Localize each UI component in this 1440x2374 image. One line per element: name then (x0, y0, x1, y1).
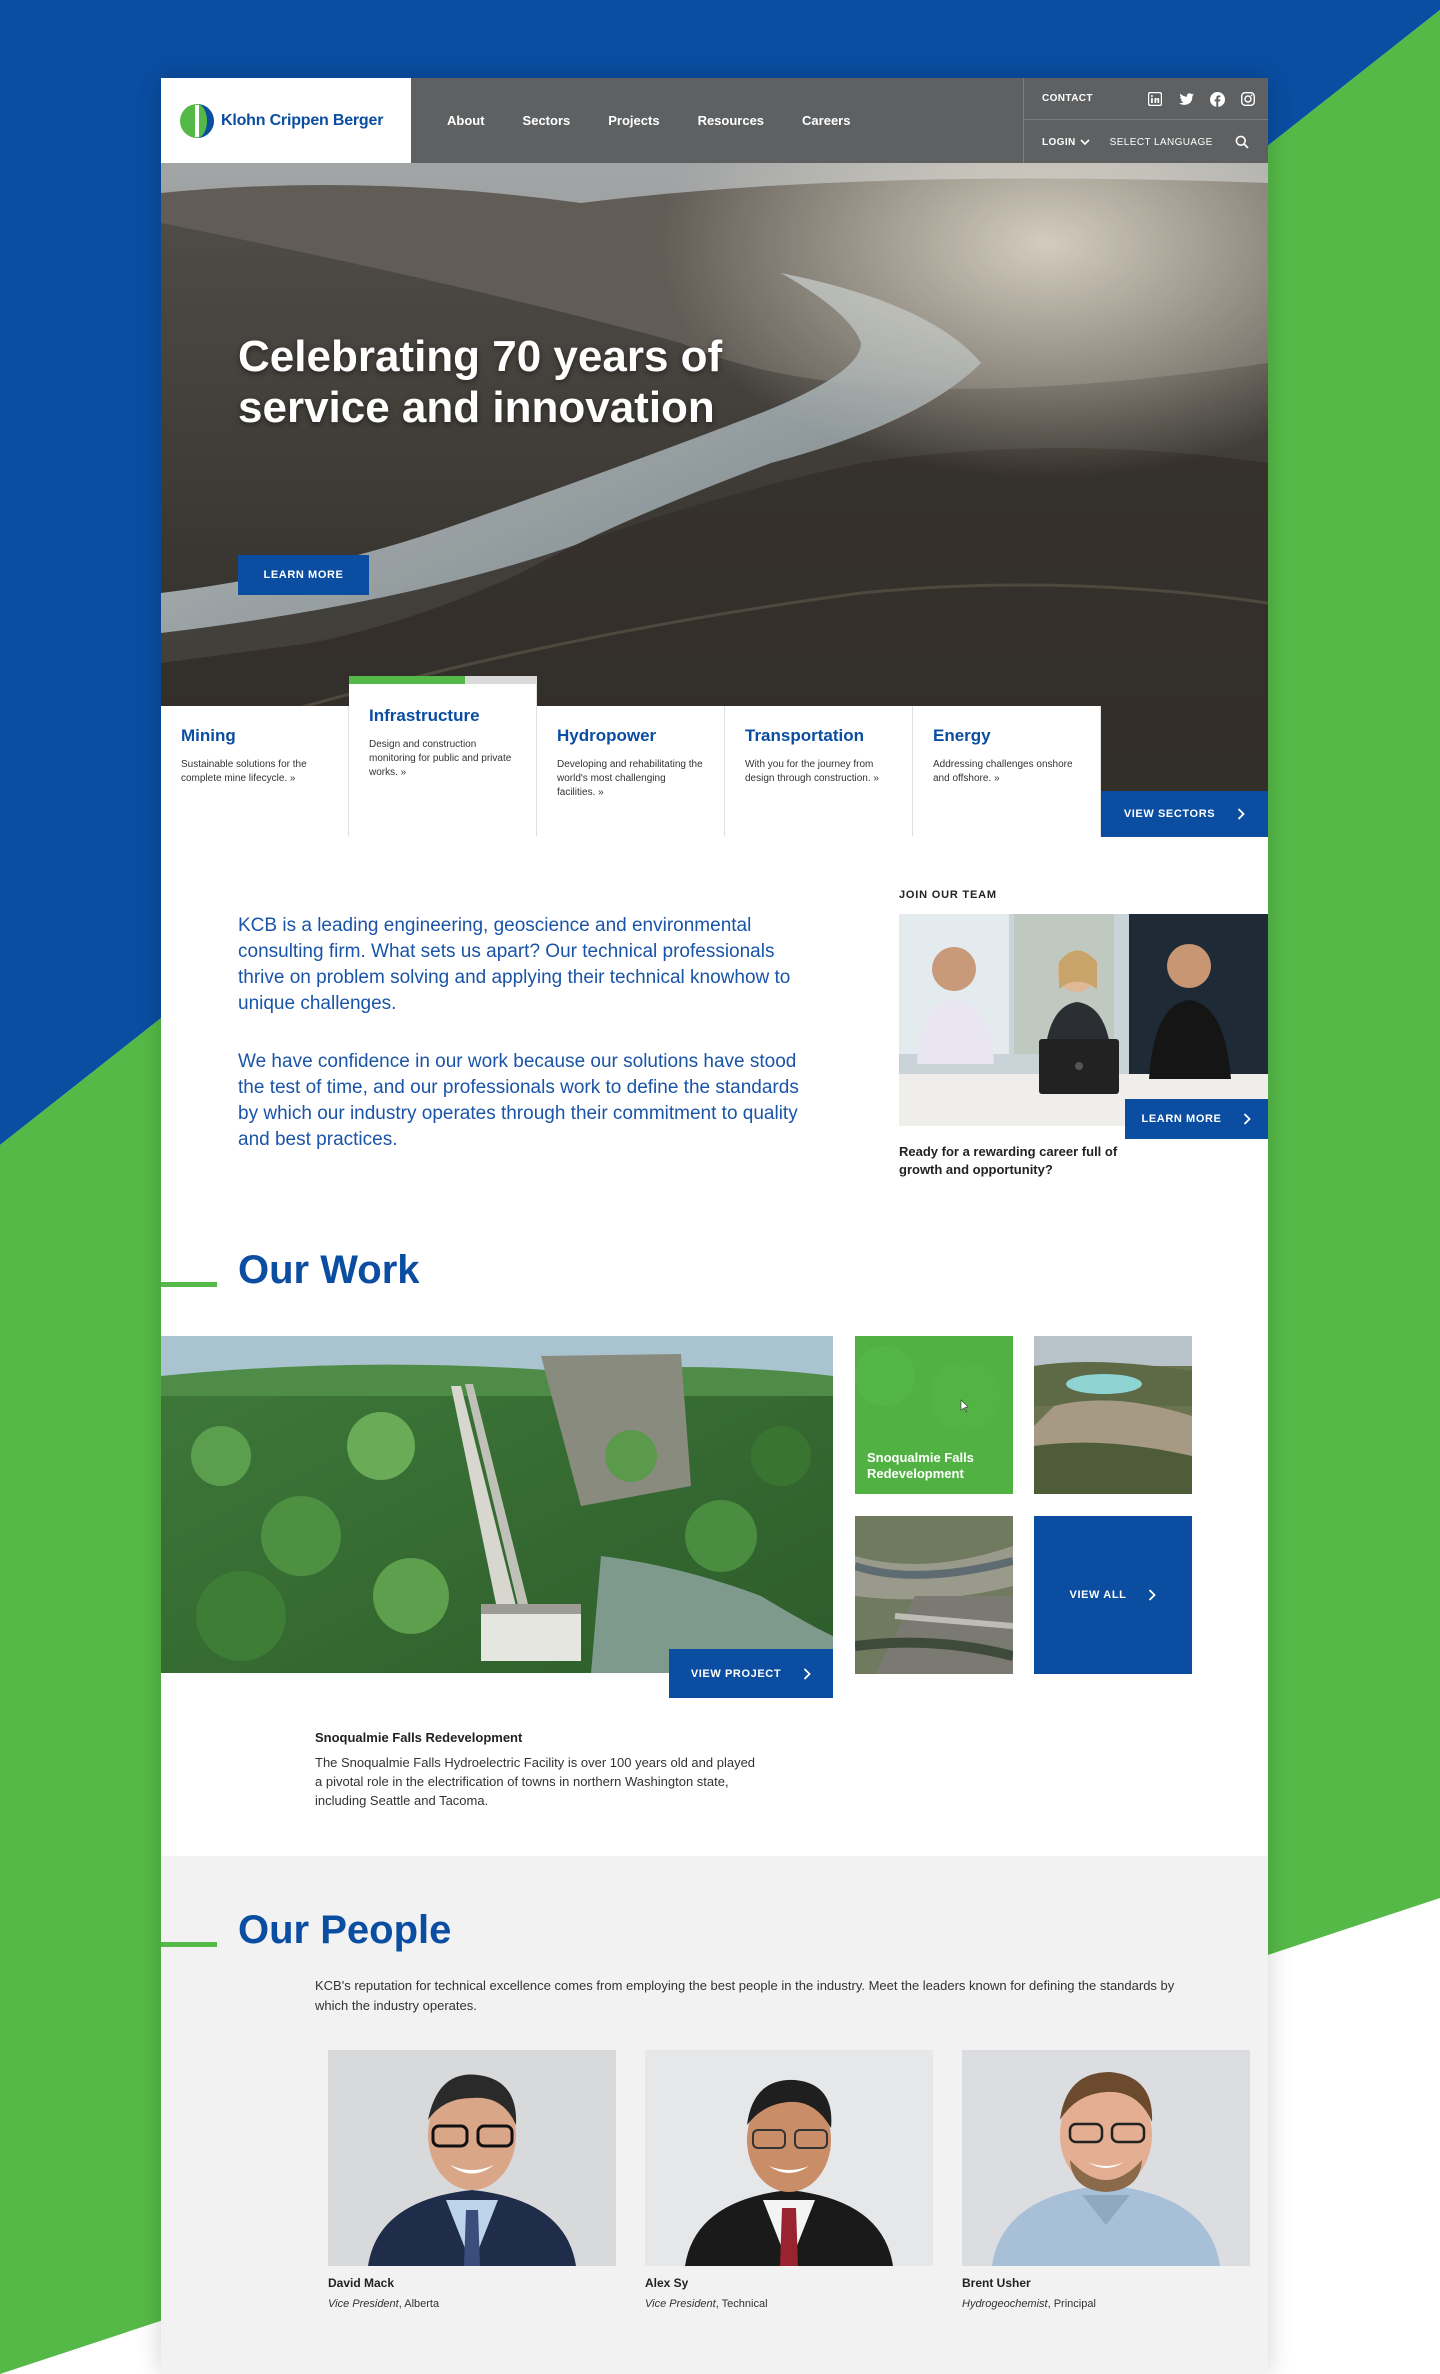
intro-paragraph-2: We have confidence in our work because our solutions have stood the test of time, and our professionals work to define the standards by which our industry operates through their commitment to quality and best practices. (238, 1051, 799, 1150)
brand-name: Klohn Crippen Berger (221, 111, 384, 129)
sector-title: Transportation (745, 726, 865, 745)
section-accent-rule (161, 1282, 217, 1287)
person-photo (328, 2050, 616, 2266)
join-learn-more-button[interactable] (1125, 1099, 1268, 1139)
nav-sectors[interactable]: Sectors (522, 113, 571, 128)
chevron-down-icon[interactable] (1080, 138, 1090, 146)
project-thumb-snoqualmie[interactable] (855, 1336, 1013, 1494)
person-name: David Mack (328, 2276, 395, 2290)
team-photo (899, 914, 1268, 1126)
utility-row-top (1024, 78, 1268, 120)
person-name: Brent Usher (962, 2276, 1031, 2290)
our-people-title: Our People (238, 1908, 452, 1952)
person-detail: , Alberta (398, 2298, 440, 2310)
person-title: Vice President (328, 2298, 399, 2310)
person-title: Hydrogeochemist (962, 2298, 1048, 2310)
view-project-button[interactable] (669, 1649, 833, 1698)
sector-card-mining[interactable] (161, 706, 349, 836)
contact-link[interactable]: CONTACT (1042, 93, 1093, 104)
nav-about[interactable]: About (447, 113, 485, 128)
person-role (962, 2298, 1250, 2310)
linkedin-icon[interactable] (1146, 90, 1164, 108)
site-header (161, 78, 1268, 163)
person-photo (962, 2050, 1250, 2266)
website-page (161, 78, 1268, 2374)
chevron-right-icon (1148, 1589, 1156, 1601)
sector-title: Infrastructure (369, 706, 480, 725)
sector-title: Energy (933, 726, 991, 745)
instagram-icon[interactable] (1239, 90, 1257, 108)
join-team-label: JOIN OUR TEAM (899, 889, 997, 901)
sector-card-hydropower[interactable] (537, 706, 725, 836)
view-all-projects-button[interactable] (1034, 1516, 1192, 1674)
person-role (645, 2298, 933, 2310)
person-role (328, 2298, 616, 2310)
person-card[interactable] (962, 2050, 1250, 2310)
project-description: The Snoqualmie Falls Hydroelectric Facility is over 100 years old and played a pivotal role in the electrification of towns in northern Washington state, including Seattle and Tacoma. (315, 1755, 756, 1808)
view-sectors-label: VIEW SECTORS (1123, 808, 1216, 820)
chevron-right-icon (1237, 808, 1245, 820)
person-title: Vice President (645, 2298, 716, 2310)
intro-paragraph-1: KCB is a leading engineering, geoscience and environmental consulting firm. What sets us apart? Our technical professionals thrive on problem solving and applying their technical knowhow to unique challenges. (238, 915, 791, 1014)
person-detail: , Principal (1047, 2298, 1096, 2310)
sector-desc: With you for the journey from design through construction. » (745, 759, 879, 784)
person-name: Alex Sy (645, 2276, 689, 2290)
join-button-label: LEARN MORE (1141, 1113, 1222, 1125)
social-links (1146, 90, 1257, 108)
nav-projects[interactable]: Projects (608, 113, 660, 128)
hero-title: Celebrating 70 years of service and innovation (238, 332, 723, 432)
sector-desc: Developing and rehabilitating the world's most challenging facilities. » (557, 759, 703, 798)
utility-bar (1023, 78, 1268, 163)
join-team-text: Ready for a rewarding career full of growth and opportunity? (899, 1144, 1118, 1177)
project-thumb-bridge[interactable] (855, 1516, 1013, 1674)
sector-card-energy[interactable] (913, 706, 1101, 836)
kcb-logo-icon (179, 103, 215, 139)
featured-project-image[interactable] (161, 1336, 833, 1673)
logo[interactable] (161, 78, 411, 163)
twitter-icon[interactable] (1177, 90, 1195, 108)
nav-resources[interactable]: Resources (697, 113, 765, 128)
sector-desc: Sustainable solutions for the complete mine lifecycle. » (181, 759, 307, 784)
sector-desc: Addressing challenges onshore and offshore. » (933, 759, 1073, 784)
hero-learn-more-button[interactable]: LEARN MORE (238, 555, 369, 595)
thumb-hover-label: Snoqualmie Falls Redevelopment (867, 1450, 974, 1481)
project-thumb-reservoir[interactable] (1034, 1336, 1192, 1494)
view-sectors-button[interactable] (1101, 791, 1268, 837)
utility-row-bottom (1024, 121, 1268, 163)
sector-title: Hydropower (557, 726, 657, 745)
person-card[interactable] (645, 2050, 933, 2310)
nav-careers[interactable]: Careers (802, 113, 851, 128)
section-accent-rule (161, 1942, 217, 1947)
chevron-right-icon (1243, 1113, 1251, 1125)
view-all-label: VIEW ALL (1069, 1589, 1127, 1601)
sector-desc: Design and construction monitoring for public and private works. » (369, 739, 512, 778)
intro-text (238, 913, 818, 1185)
sector-card-transportation[interactable] (725, 706, 913, 836)
sector-title: Mining (181, 726, 236, 745)
view-project-label: VIEW PROJECT (690, 1667, 782, 1680)
facebook-icon[interactable] (1208, 90, 1226, 108)
language-select[interactable]: SELECT LANGUAGE (1109, 136, 1213, 148)
people-intro: KCB's reputation for technical excellence comes from employing the best people in the industry. Meet the leaders known for defining the standards by which the industry operates. (315, 1978, 1175, 2013)
person-detail: , Technical (715, 2298, 768, 2310)
sector-card-infrastructure[interactable] (349, 676, 537, 836)
login-link[interactable]: LOGIN (1042, 136, 1076, 148)
person-card[interactable] (328, 2050, 616, 2310)
our-work-title: Our Work (238, 1248, 420, 1292)
chevron-right-icon (803, 1668, 811, 1680)
project-name: Snoqualmie Falls Redevelopment (315, 1730, 523, 1745)
main-nav (447, 78, 888, 163)
search-icon[interactable] (1235, 135, 1249, 149)
person-photo (645, 2050, 933, 2266)
